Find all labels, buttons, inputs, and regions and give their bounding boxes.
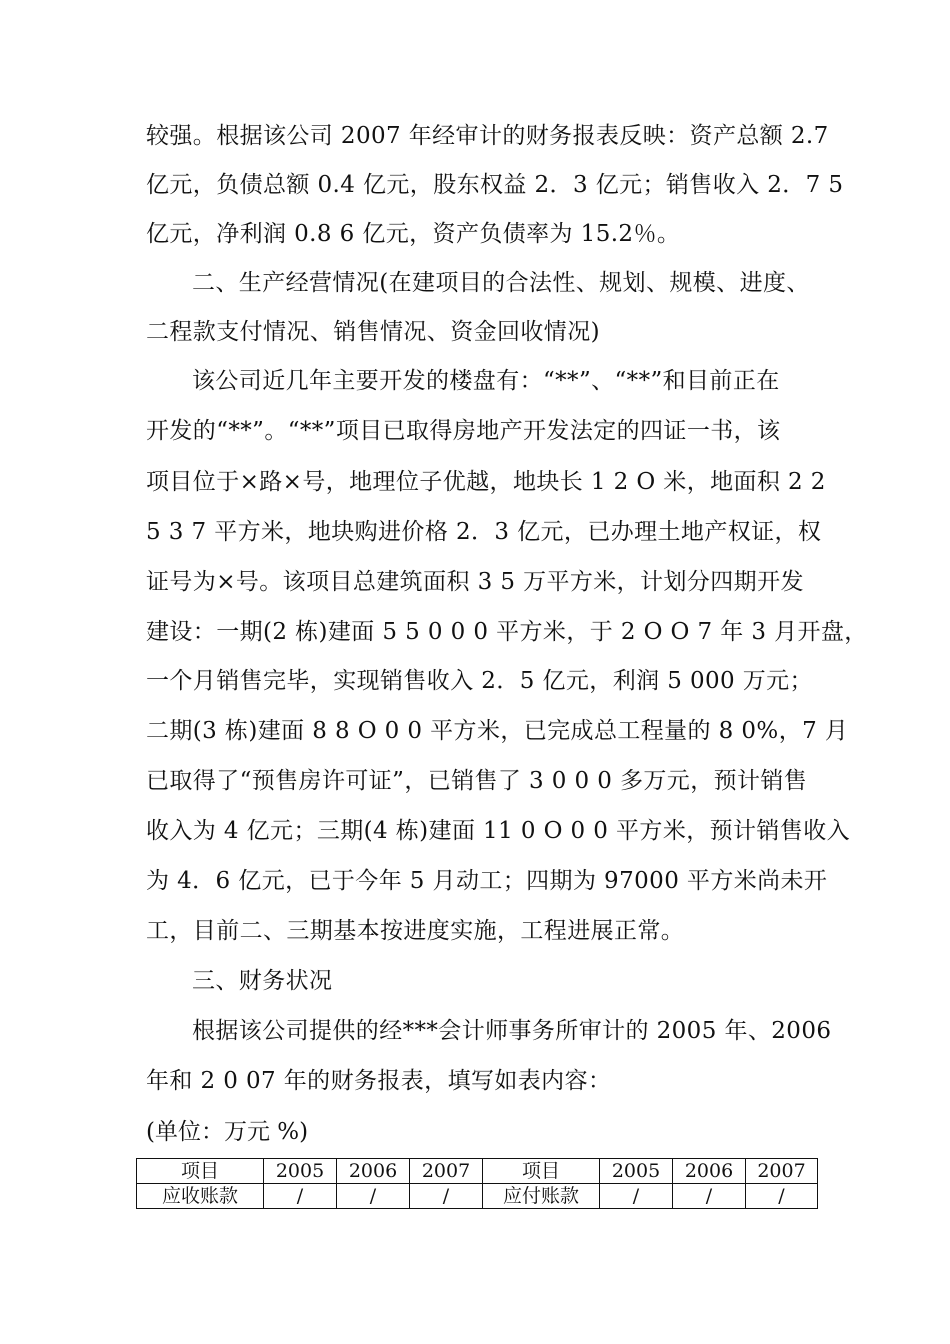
header-cell: 2007 bbox=[410, 1159, 483, 1184]
body-line: 5 3 7 平方米，地块购进价格 2．3 亿元，已办理土地产权证，权 bbox=[146, 519, 822, 545]
body-line: 二程款支付情况、销售情况、资金回收情况) bbox=[146, 319, 600, 345]
body-line: 根据该公司提供的经***会计师事务所审计的 2005 年、2006 bbox=[192, 1018, 832, 1044]
body-line: 项目位于×路×号，地理位子优越，地块长 1 2 O 米，地面积 2 2 bbox=[146, 469, 826, 495]
body-line: 二期(3 栋)建面 8 8 O 0 0 平方米，已完成总工程量的 8 0%，7 月 bbox=[146, 718, 849, 744]
header-cell: 2005 bbox=[264, 1159, 337, 1184]
table-cell: / bbox=[337, 1184, 410, 1209]
section-heading-operations: 二、生产经营情况(在建项目的合法性、规划、规模、进度、 bbox=[192, 270, 810, 296]
body-line: 工，目前二、三期基本按进度实施，工程进展正常。 bbox=[146, 918, 685, 944]
body-line: 收入为 4 亿元；三期(4 栋)建面 11 0 O 0 0 平方米，预计销售收入 bbox=[146, 818, 851, 844]
unit-label: (单位：万元 %) bbox=[146, 1119, 309, 1145]
body-line: 已取得了“预售房许可证”，已销售了 3 0 0 0 多万元，预计销售 bbox=[146, 768, 808, 794]
table-header-row bbox=[137, 1159, 818, 1184]
body-line: 开发的“**”。“**”项目已取得房地产开发法定的四证一书，该 bbox=[146, 418, 781, 444]
body-line: 亿元，负债总额 0.4 亿元，股东权益 2．3 亿元；销售收入 2．7 5 bbox=[146, 172, 844, 198]
table-cell: / bbox=[264, 1184, 337, 1209]
body-line: 较强。根据该公司 2007 年经审计的财务报表反映：资产总额 2.7 bbox=[146, 123, 829, 149]
body-line: 建设：一期(2 栋)建面 5 5 0 0 0 平方米，于 2 O O 7 年 3 月开盘， bbox=[146, 619, 868, 645]
header-cell: 项目 bbox=[137, 1159, 264, 1184]
table-row bbox=[137, 1184, 818, 1209]
body-line: 为 4．6 亿元，已于今年 5 月动工；四期为 97000 平方米尚未开 bbox=[146, 868, 828, 894]
table-cell: / bbox=[410, 1184, 483, 1209]
table-cell: / bbox=[600, 1184, 673, 1209]
financial-table bbox=[136, 1158, 818, 1209]
table-cell: / bbox=[746, 1184, 818, 1209]
body-line: 年和 2 0 07 年的财务报表，填写如表内容： bbox=[146, 1068, 612, 1094]
header-cell: 项目 bbox=[483, 1159, 600, 1184]
section-heading-finance: 三、财务状况 bbox=[192, 968, 333, 994]
header-cell: 2005 bbox=[600, 1159, 673, 1184]
table-cell: / bbox=[673, 1184, 746, 1209]
header-cell: 2007 bbox=[746, 1159, 818, 1184]
table-cell: 应收账款 bbox=[137, 1184, 264, 1209]
header-cell: 2006 bbox=[673, 1159, 746, 1184]
table-cell: 应付账款 bbox=[483, 1184, 600, 1209]
body-line: 一个月销售完毕，实现销售收入 2．5 亿元，利润 5 000 万元； bbox=[146, 668, 813, 694]
header-cell: 2006 bbox=[337, 1159, 410, 1184]
body-line: 亿元，净利润 0.8 6 亿元，资产负债率为 15.2％。 bbox=[146, 221, 681, 247]
body-line: 该公司近几年主要开发的楼盘有：“**”、“**”和目前正在 bbox=[192, 368, 780, 394]
body-line: 证号为×号。该项目总建筑面积 3 5 万平方米，计划分四期开发 bbox=[146, 569, 804, 595]
